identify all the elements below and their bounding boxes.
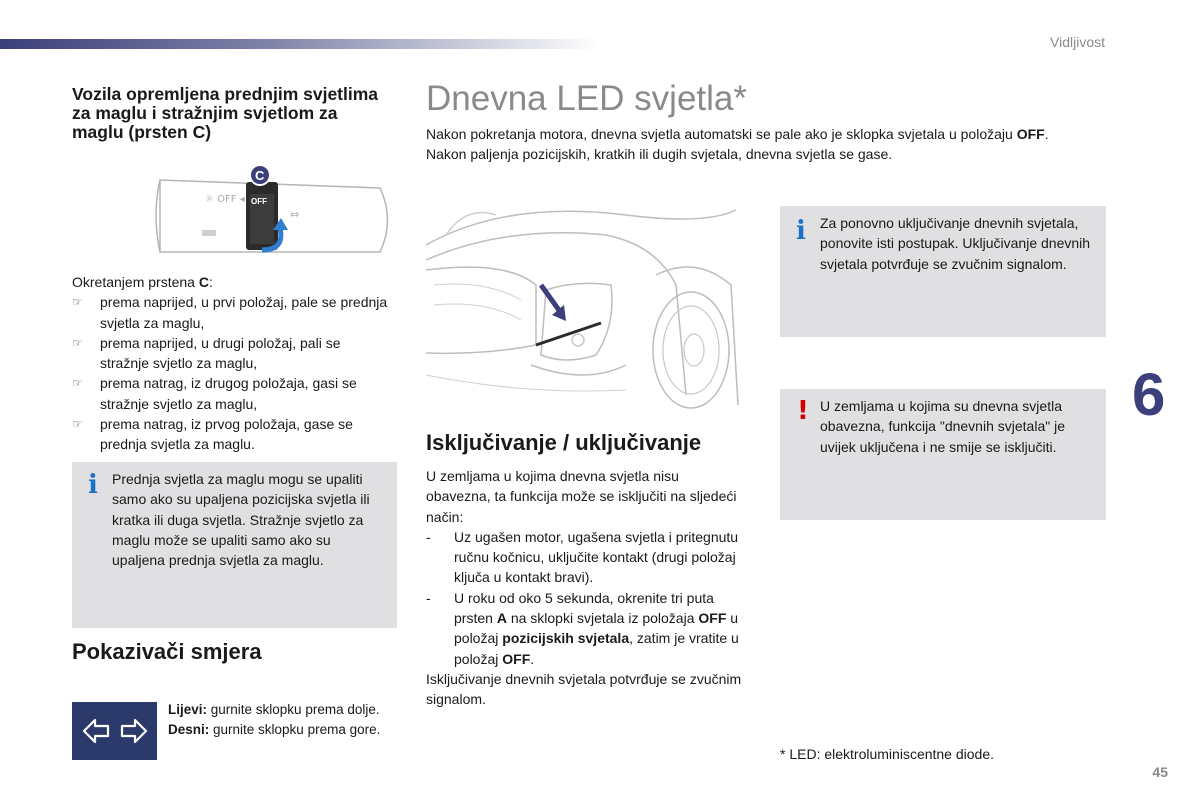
section-name: Vidljivost (1050, 34, 1105, 50)
left-arrow-icon (81, 716, 111, 746)
right-arrow-icon (119, 716, 149, 746)
warning-text: U zemljama u kojima su dnevna svjetla obavezna, funkcija "dnevnih svjetala" je uvijek uključena i ne smije se isključiti. (820, 398, 1065, 455)
fog-intro: Okretanjem prstena C: (72, 274, 213, 290)
drl-intro (426, 124, 1076, 165)
exclamation-icon: ! (797, 396, 809, 426)
drl-paragraph-2: Nakon paljenja pozicijskih, kratkih ili dugih svjetala, dnevna svjetla se gase. (426, 146, 893, 163)
led-footnote: * LED: elektroluminiscentne diode. (780, 746, 995, 762)
info-icon: i (88, 470, 98, 500)
car-front-illustration (426, 205, 752, 410)
indicators-heading: Pokazivači smjera (72, 639, 262, 664)
list-item: ☞ prema naprijed, u drugi položaj, pali se stražnje svjetlo za maglu, (72, 334, 341, 372)
fog-info-text: Prednja svjetla za maglu mogu se upaliti samo ako su upaljena pozicijska svjetla ili kratka ili duga svjetla. Stražnje svjetlo za maglu može se upaliti samo ako su upaljena prednja svjetla za maglu. (112, 471, 370, 569)
stalk-ring-badge: C (255, 168, 265, 183)
pointing-hand-icon: ☞ (72, 376, 83, 391)
reenable-info-box (780, 206, 1106, 337)
light-stalk-illustration (150, 160, 400, 265)
info-icon: i (796, 216, 806, 246)
pointing-hand-icon: ☞ (72, 417, 83, 432)
list-item: ☞ prema natrag, iz prvog položaja, gase se prednja svjetla za maglu. (72, 416, 353, 453)
header-bar (0, 39, 600, 49)
step-1: - Uz ugašen motor, ugašena svjetla i pritegnutu ručnu kočnicu, uključite kontakt (drugi položaj ključa u kontakt bravi). (426, 528, 739, 586)
disable-instructions (426, 466, 746, 710)
pointing-hand-icon: ☞ (72, 335, 83, 350)
stalk-off-label: OFF (251, 197, 267, 206)
fog-info-box (72, 462, 397, 628)
warning-box (780, 389, 1106, 520)
disable-heading: Isključivanje / uključivanje (426, 430, 702, 455)
list-item: ☞ prema naprijed, u prvi položaj, pale se prednja svjetla za maglu, (72, 294, 388, 331)
svg-text:⇔: ⇔ (290, 208, 300, 221)
indicator-arrows-panel (72, 702, 157, 760)
right-indicator-line: Desni: gurnite sklopku prema gore. (168, 722, 381, 737)
left-indicator-line: Lijevi: gurnite sklopku prema dolje. (168, 702, 380, 717)
reenable-info-text: Za ponovno uključivanje dnevnih svjetala, ponovite isti postupak. Uključivanje dnevnih svjetala potvrđuje se zvučnim signalom. (820, 215, 1091, 272)
svg-text:☼ OFF ◂: ☼ OFF ◂ (205, 194, 245, 205)
fog-steps-list (72, 292, 392, 454)
pointing-hand-icon: ☞ (72, 295, 83, 310)
indicators-text (168, 700, 398, 740)
drl-paragraph-1: Nakon pokretanja motora, dnevna svjetla automatski se pale ako je sklopka svjetala u položaju OFF. (426, 126, 1049, 142)
fog-lights-heading: Vozila opremljena prednjim svjetlima za maglu i stražnjim svjetlom za maglu (prsten C) (72, 84, 379, 142)
chapter-number: 6 (1132, 361, 1166, 428)
step-2: - U roku od oko 5 sekunda, okrenite tri puta prsten A na sklopki svjetala iz položaja OFF u položaj pozicijskih svjetala, zatim je vratite u položaj OFF. (426, 589, 739, 667)
disable-confirm: Isključivanje dnevnih svjetala potvrđuje se zvučnim signalom. (426, 670, 742, 708)
fog-lights-description (72, 272, 392, 455)
page-number: 45 (1152, 764, 1168, 780)
disable-intro: U zemljama u kojima dnevna svjetla nisu obavezna, ta funkcija može se isključiti na sljedeći način: (426, 468, 737, 525)
list-item: ☞ prema natrag, iz drugog položaja, gasi se stražnje svjetlo za maglu, (72, 375, 357, 412)
page-title: Dnevna LED svjetla* (426, 79, 747, 118)
